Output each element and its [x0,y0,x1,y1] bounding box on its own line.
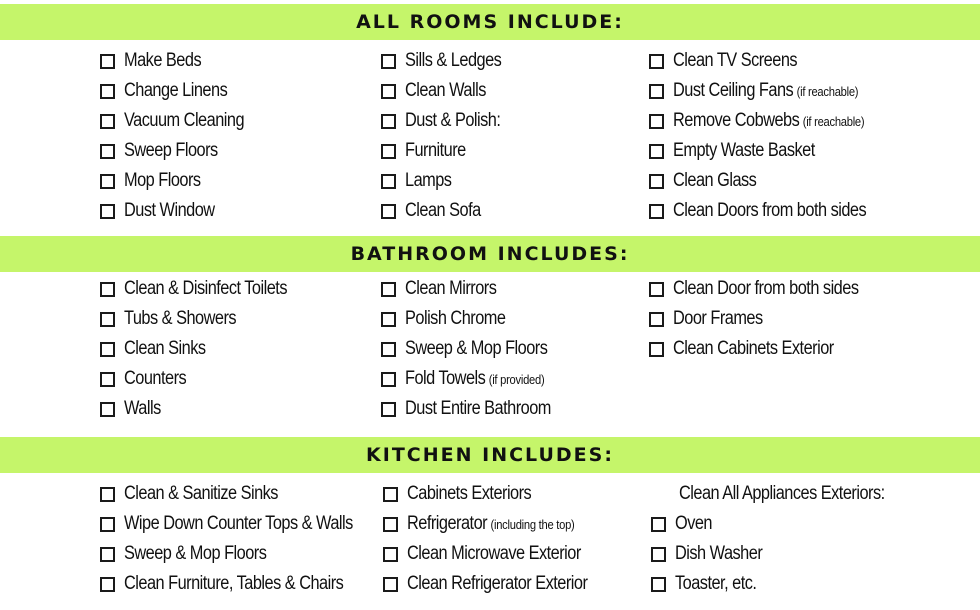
checklist-item[interactable] [381,274,575,304]
item-label: Wipe Down Counter Tops & Walls [124,513,353,534]
item-label: Clean Sofa [405,200,481,221]
checkbox[interactable] [100,312,115,327]
checklist-item[interactable] [100,76,264,106]
checkbox[interactable] [649,84,664,99]
section-band-kitchen [0,437,980,473]
checklist-item[interactable] [649,106,898,136]
checkbox[interactable] [383,487,398,502]
checkbox[interactable] [100,114,115,129]
checkbox[interactable] [100,282,115,297]
checkbox[interactable] [100,54,115,69]
column-1 [100,274,314,424]
item-label: Clean Sinks [124,338,206,359]
checkbox[interactable] [100,547,115,562]
column-2 [383,479,617,599]
section-title-bathroom: BATHROOM INCLUDES: [350,243,630,265]
checklist-item[interactable] [100,106,264,136]
checkbox[interactable] [649,174,664,189]
item-label: Clean Refrigerator Exterior [407,573,588,594]
checklist-item[interactable] [100,196,264,226]
item-label: Tubs & Showers [124,308,237,329]
item-label: Dust Window [124,200,215,221]
checklist-item[interactable] [100,166,264,196]
item-label [405,368,544,390]
checklist-item[interactable] [381,334,575,364]
checkbox[interactable] [381,342,396,357]
item-label: Clean & Sanitize Sinks [124,483,278,504]
item-label: Clean Mirrors [405,278,497,299]
item-text: Dust Ceiling Fans [673,80,794,101]
item-label: Polish Chrome [405,308,506,329]
checklist-item[interactable] [649,136,898,166]
checklist-item[interactable] [100,569,390,599]
checklist-item[interactable] [100,46,264,76]
checkbox[interactable] [649,144,664,159]
item-label: Clean Door from both sides [673,278,859,299]
item-note: (including the top) [490,517,575,532]
checklist-item[interactable] [649,166,898,196]
checkbox[interactable] [381,144,396,159]
column-2 [381,274,575,424]
item-label: Cabinets Exteriors [407,483,532,504]
checkbox[interactable] [649,312,664,327]
checklist-item[interactable] [381,196,517,226]
item-label: Furniture [405,140,466,161]
item-label: Dust Entire Bathroom [405,398,551,419]
item-label: Oven [675,513,712,534]
item-label: Empty Waste Basket [673,140,815,161]
checkbox[interactable] [100,577,115,592]
column-3 [649,274,889,364]
item-label: Door Frames [673,308,763,329]
item-label: Clean Glass [673,170,757,191]
checkbox[interactable] [100,174,115,189]
item-label: Sweep & Mop Floors [405,338,548,359]
item-note: (if provided) [488,372,545,387]
column-3 [649,46,898,226]
checklist-item[interactable] [100,509,390,539]
checkbox[interactable] [100,204,115,219]
checklist-item[interactable] [649,334,889,364]
column-2 [381,46,517,226]
checklist-item[interactable] [100,479,390,509]
checkbox[interactable] [381,282,396,297]
item-label: Sweep & Mop Floors [124,543,267,564]
item-label [673,80,858,102]
item-label: Clean TV Screens [673,50,798,71]
checkbox[interactable] [100,487,115,502]
checklist-item[interactable] [100,304,314,334]
checklist-item[interactable] [651,569,918,599]
checklist-item[interactable] [381,106,517,136]
item-label [407,513,574,535]
checkbox[interactable] [649,282,664,297]
item-label: Dish Washer [675,543,763,564]
checkbox[interactable] [100,372,115,387]
item-label: Clean & Disinfect Toilets [124,278,287,299]
checklist-item[interactable] [383,539,617,569]
checklist-item[interactable] [381,364,575,394]
checkbox[interactable] [383,577,398,592]
checklist-item[interactable] [381,136,517,166]
item-label: Walls [124,398,161,419]
checkbox[interactable] [381,402,396,417]
checklist-item[interactable] [100,394,314,424]
item-note: (if reachable) [796,84,859,99]
checkbox[interactable] [381,84,396,99]
checklist-item[interactable] [100,539,390,569]
section-band-all-rooms [0,4,980,40]
checkbox[interactable] [381,204,396,219]
item-label: Make Beds [124,50,202,71]
item-label: Clean Furniture, Tables & Chairs [124,573,344,594]
checklist-item[interactable] [381,166,517,196]
column-heading-row [651,479,918,509]
checklist-item[interactable] [649,196,898,226]
checkbox[interactable] [649,114,664,129]
checkbox[interactable] [381,54,396,69]
item-label: Clean Walls [405,80,486,101]
item-label: Clean Cabinets Exterior [673,338,834,359]
checkbox[interactable] [100,144,115,159]
checkbox[interactable] [381,174,396,189]
checklist-item[interactable] [381,76,517,106]
checkbox[interactable] [383,517,398,532]
checkbox[interactable] [381,372,396,387]
checkbox[interactable] [100,342,115,357]
checklist-item[interactable] [100,334,314,364]
checklist-item[interactable] [100,364,314,394]
item-label: Lamps [405,170,452,191]
checklist-item[interactable] [649,304,889,334]
checklist-item[interactable] [383,509,617,539]
appliances-heading: Clean All Appliances Exteriors: [679,483,885,504]
item-text: Fold Towels [405,368,486,389]
section-band-bathroom [0,236,980,272]
checklist-item[interactable] [381,394,575,424]
item-label: Sweep Floors [124,140,218,161]
item-label: Toaster, etc. [675,573,757,594]
checklist-item[interactable] [100,136,264,166]
item-label: Clean Microwave Exterior [407,543,581,564]
item-label: Vacuum Cleaning [124,110,245,131]
item-label: Change Linens [124,80,228,101]
column-1 [100,46,264,226]
item-label [673,110,864,132]
checkbox[interactable] [649,54,664,69]
checklist-item[interactable] [649,274,889,304]
checkbox[interactable] [649,204,664,219]
checkbox[interactable] [651,517,666,532]
checkbox[interactable] [100,84,115,99]
checkbox[interactable] [649,342,664,357]
column-1 [100,479,390,599]
checklist-item[interactable] [651,539,918,569]
checklist-item[interactable] [649,46,898,76]
column-3 [651,479,918,599]
checkbox[interactable] [381,114,396,129]
item-label: Sills & Ledges [405,50,502,71]
item-label: Clean Doors from both sides [673,200,867,221]
checklist-item[interactable] [383,479,617,509]
checkbox[interactable] [383,547,398,562]
item-text: Remove Cobwebs [673,110,800,131]
section-title-all-rooms: ALL ROOMS INCLUDE: [356,11,624,33]
item-label: Dust & Polish: [405,110,501,131]
checkbox[interactable] [100,517,115,532]
checkbox[interactable] [651,547,666,562]
item-label: Mop Floors [124,170,201,191]
checklist-item[interactable] [100,274,314,304]
section-title-kitchen: KITCHEN INCLUDES: [366,444,614,466]
checkbox[interactable] [381,312,396,327]
checkbox[interactable] [651,577,666,592]
checkbox[interactable] [100,402,115,417]
item-label: Counters [124,368,187,389]
checklist-item[interactable] [381,46,517,76]
checklist-item[interactable] [383,569,617,599]
checklist-item[interactable] [649,76,898,106]
item-note: (if reachable) [802,114,865,129]
checklist-item[interactable] [381,304,575,334]
checklist-item[interactable] [651,509,918,539]
item-text: Refrigerator [407,513,488,534]
